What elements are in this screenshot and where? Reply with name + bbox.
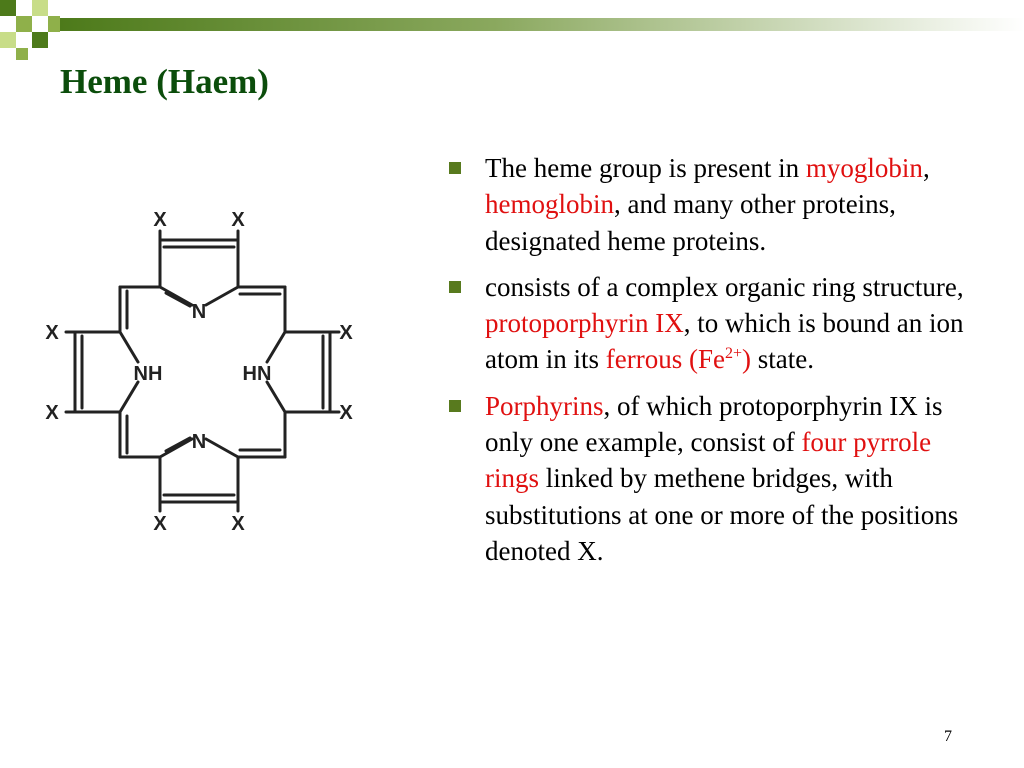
x-label: X bbox=[339, 402, 353, 424]
highlight-term: 2+ bbox=[724, 345, 742, 363]
x-label: X bbox=[231, 513, 245, 535]
x-label: X bbox=[45, 322, 59, 344]
x-label: X bbox=[153, 513, 167, 535]
bullet-item bbox=[447, 388, 987, 569]
x-label: X bbox=[45, 402, 59, 424]
highlight-term: hemoglobin bbox=[485, 189, 614, 220]
bullet-item bbox=[447, 269, 987, 378]
highlight-term: myoglobin bbox=[805, 153, 923, 183]
square-bullet-icon bbox=[449, 162, 461, 174]
highlight-term: protoporphyrin IX bbox=[485, 308, 684, 339]
x-label: X bbox=[339, 322, 353, 344]
square-bullet-icon bbox=[449, 400, 461, 412]
atom-n-bottom: N bbox=[191, 431, 207, 453]
atom-hn-right: HN bbox=[242, 363, 272, 385]
highlight-term: ) bbox=[742, 344, 751, 375]
bullet-text: Porphyrins, of which protoporphyrin IX is only one example, consist of four pyrrole rings linked by methene bridges, with substitutions at one or more of the positions denoted X. bbox=[485, 390, 959, 566]
highlight-term: Porphyrins bbox=[485, 390, 604, 421]
slide-title: Heme (Haem) bbox=[60, 62, 269, 101]
porphyrin-structure-diagram bbox=[30, 195, 390, 545]
header-decoration bbox=[0, 0, 1024, 60]
x-label: X bbox=[231, 209, 245, 231]
bullet-item bbox=[447, 150, 987, 259]
highlight-term: ferrous (Fe bbox=[605, 344, 725, 375]
bullet-text: consists of a complex organic ring structure, protoporphyrin IX, to which is bound an ion atom in its ferrous $(Fe^{2+})$ state. bbox=[485, 271, 964, 375]
highlight-term: four pyrrole rings bbox=[485, 427, 932, 494]
page-number: 7 bbox=[944, 728, 952, 745]
atom-n-top: N bbox=[191, 301, 207, 323]
square-bullet-icon bbox=[449, 281, 461, 293]
x-label: X bbox=[153, 209, 167, 231]
bullet-text: The heme group is present in myoglobin, hemoglobin, and many other proteins, designated heme proteins. bbox=[485, 153, 930, 256]
bullet-list bbox=[447, 150, 987, 579]
atom-nh-left: NH bbox=[133, 363, 163, 385]
